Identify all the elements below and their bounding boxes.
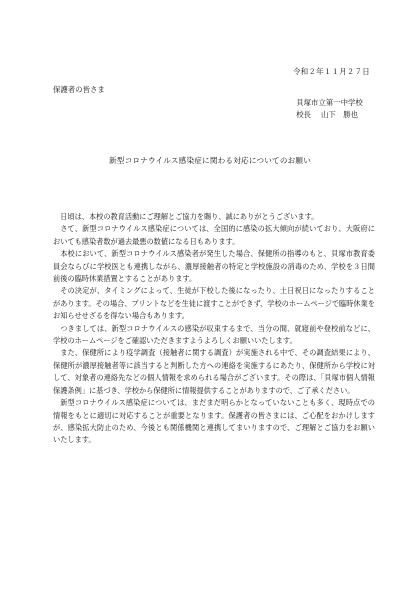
- document-body: [53, 211, 375, 447]
- school-name: 貝塚市立第一中学校: [296, 98, 363, 107]
- body-paragraph: また、保健所により疫学調査（接触者に関する調査）が実施される中で、その調査結果により、保健所が濃厚接触者等に該当すると判断した方への連絡を実施するにあたり、保健所から学校に対して、対象者の連絡先などの個人情報を求められる場合がございます。その際は、「貝塚市個人情報保護条例」に基づき、学校から保健所に情報提供することがありますので、ご了承ください。: [53, 348, 375, 395]
- body-paragraph: さて、新型コロナウイルス感染症については、全国的に感染の拡大傾向が続いており、大阪府においても感染者数が過去最悪の数値になる日もあります。: [53, 224, 375, 246]
- body-paragraph: その決定が、タイミングによって、生徒が下校した後になったり、土日祝日になったりすることがあります。その場合、プリントなどを生徒に渡すことができず、学校のホームページで臨時休業をお知らせせざるを得ない場合もあります。: [53, 286, 375, 321]
- body-paragraph: つきましては、新型コロナウイルスの感染が収束するまで、当分の間、就寝前や登校前などに、学校のホームページをご確認いただきますようよろしくお願いいたします。: [53, 323, 375, 346]
- document-date: 令和２年１１月２７日: [293, 67, 370, 76]
- body-paragraph: 日頃は、本校の教育活動にご理解とご協力を賜り、誠にありがとうございます。: [60, 212, 319, 221]
- sender-block: [296, 97, 368, 121]
- document-title: 新型コロナウイルス感染症に関わる対応についてのお願い: [108, 156, 312, 165]
- principal-line: [296, 109, 368, 121]
- addressee: 保護者の皆さま: [53, 85, 105, 94]
- body-paragraph: 本校において、新型コロナウイルス感染者が発生した場合、保健所の指導のもと、貝塚市教育委員会ならびに学校医とも連携しながら、濃厚接触者の特定と学校施設の消毒のため、学校を３日間前後の臨時休業措置とすることがあります。: [53, 249, 375, 284]
- body-paragraph: 新型コロナウイルス感染症については、まだまだ明らかとなっていないことも多く、現時点での情報をもとに適切に対応することが重要となります。保護者の皆さまには、ご心配をおかけしますが、感染拡大防止のため、今後とも関係機関と連携してまいりますので、ご理解とご協力をお願いいたします。: [53, 398, 375, 445]
- principal-role: 校長: [296, 110, 312, 119]
- principal-name: 山下 勝也: [321, 110, 358, 119]
